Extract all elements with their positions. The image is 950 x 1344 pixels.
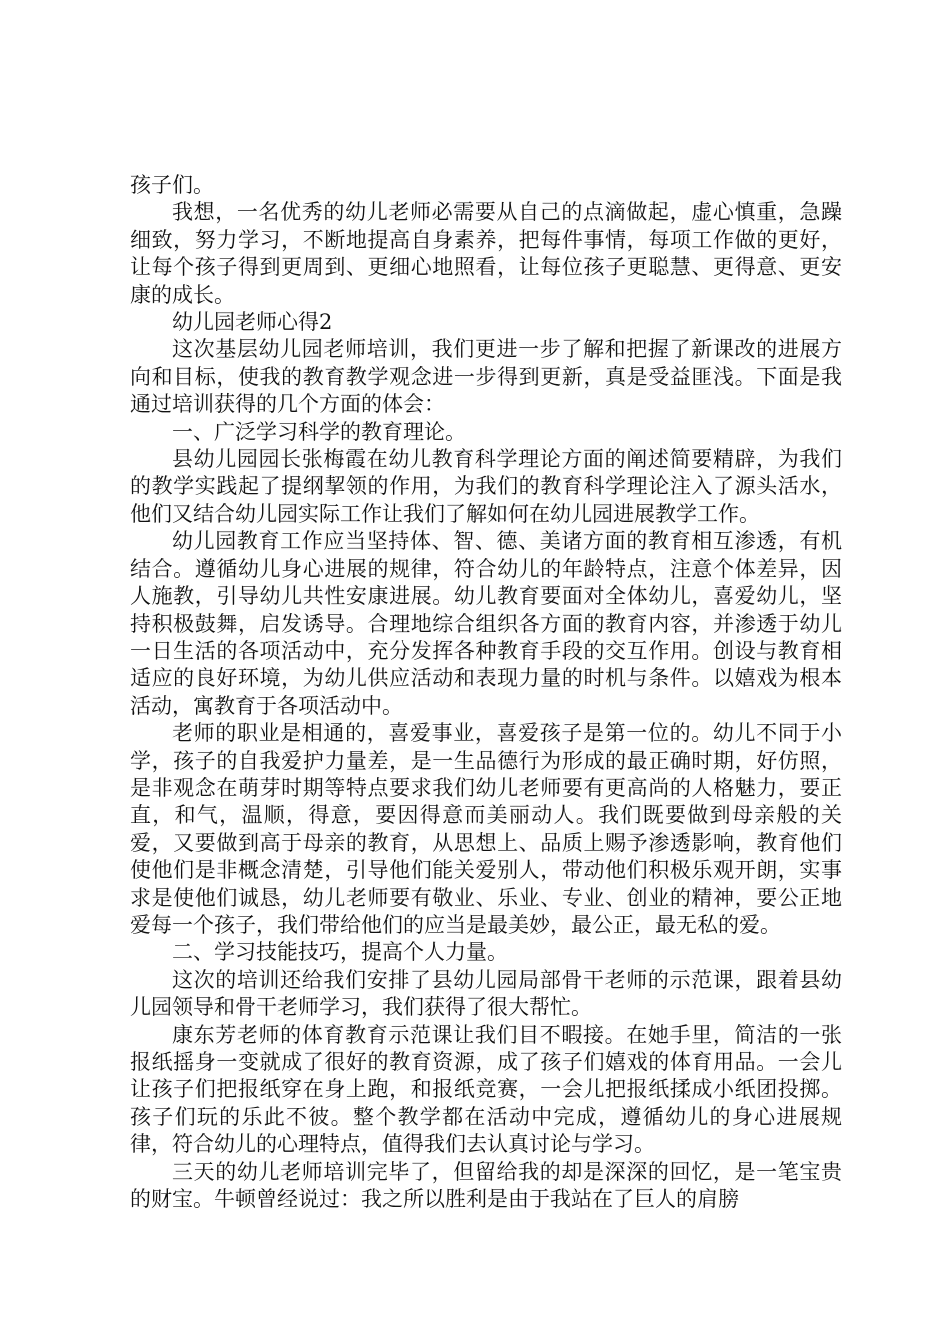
paragraph-continuation: 孩子们。 [130,173,214,197]
subheading: 二、学习技能技巧，提高个人力量。 [172,940,508,965]
section-heading: 幼儿园老师心得2 [172,310,333,335]
paragraph: 幼儿园教育工作应当坚持体、智、德、美诸方面的教育相互渗透，有机结合。遵循幼儿身心进展的规律，符合幼儿的年龄特点，注意个体差异，因人施教，引导幼儿共性安康进展。幼儿教育要面对全体幼儿，喜爱幼儿，坚持积极鼓舞，启发诱导。合理地综合组织各方面的教育内容，并渗透于幼儿一日生活的各项活动中，充分发挥各种教育手段的交互作用。创设与教育相适应的良好环境，为幼儿供应活动和表现力量的时机与条件。以嬉戏为根本活动，寓教育于各项活动中。 [130,529,842,718]
paragraph: 这次基层幼儿园老师培训，我们更进一步了解和把握了新课改的进展方向和目标，使我的教育教学观念进一步得到更新，真是受益匪浅。下面是我通过培训获得的几个方面的体会： [130,337,842,417]
paragraph: 康东芳老师的体育教育示范课让我们目不暇接。在她手里，简洁的一张报纸摇身一变就成了很好的教育资源，成了孩子们嬉戏的体育用品。一会儿让孩子们把报纸穿在身上跑，和报纸竞赛，一会儿把报纸揉成小纸团投掷。孩子们玩的乐此不彼。整个教学都在活动中完成，遵循幼儿的身心进展规律，符合幼儿的心理特点，值得我们去认真讨论与学习。 [130,1022,842,1157]
paragraph: 我想，一名优秀的幼儿老师必需要从自己的点滴做起，虚心慎重，急躁细致，努力学习，不断地提高自身素养，把每件事情，每项工作做的更好，让每个孩子得到更周到、更细心地照看，让每位孩子更聪慧、更得意、更安康的成长。 [130,200,842,307]
document-page [130,172,842,1213]
subheading: 一、广泛学习科学的教育理论。 [172,419,466,444]
paragraph: 县幼儿园园长张梅霞在幼儿教育科学理论方面的阐述简要精辟，为我们的教学实践起了提纲挈领的作用，为我们的教育科学理论注入了源头活水，他们又结合幼儿园实际工作让我们了解如何在幼儿园进展教学工作。 [130,447,842,526]
paragraph: 老师的职业是相通的，喜爱事业，喜爱孩子是第一位的。幼儿不同于小学，孩子的自我爱护力量差，是一生品德行为形成的最正确时期，好仿照，是非观念在萌芽时期等特点要求我们幼儿老师要有更高尚的人格魅力，要正直，和气，温顺，得意，要因得意而美丽动人。我们既要做到母亲般的关爱，又要做到高于母亲的教育，从思想上、品质上赐予渗透影响，教育他们使他们是非概念清楚，引导他们能关爱别人，带动他们积极乐观开朗，实事求是使他们诚恳，幼儿老师要有敬业、乐业、专业、创业的精神，要公正地爱每一个孩子，我们带给他们的应当是最美妙，最公正，最无私的爱。 [130,721,842,937]
paragraph: 这次的培训还给我们安排了县幼儿园局部骨干老师的示范课，跟着县幼儿园领导和骨干老师学习，我们获得了很大帮忙。 [130,967,842,1020]
paragraph: 三天的幼儿老师培训完毕了，但留给我的却是深深的回忆，是一笔宝贵的财宝。牛顿曾经说过：我之所以胜利是由于我站在了巨人的肩膀 [130,1159,842,1212]
